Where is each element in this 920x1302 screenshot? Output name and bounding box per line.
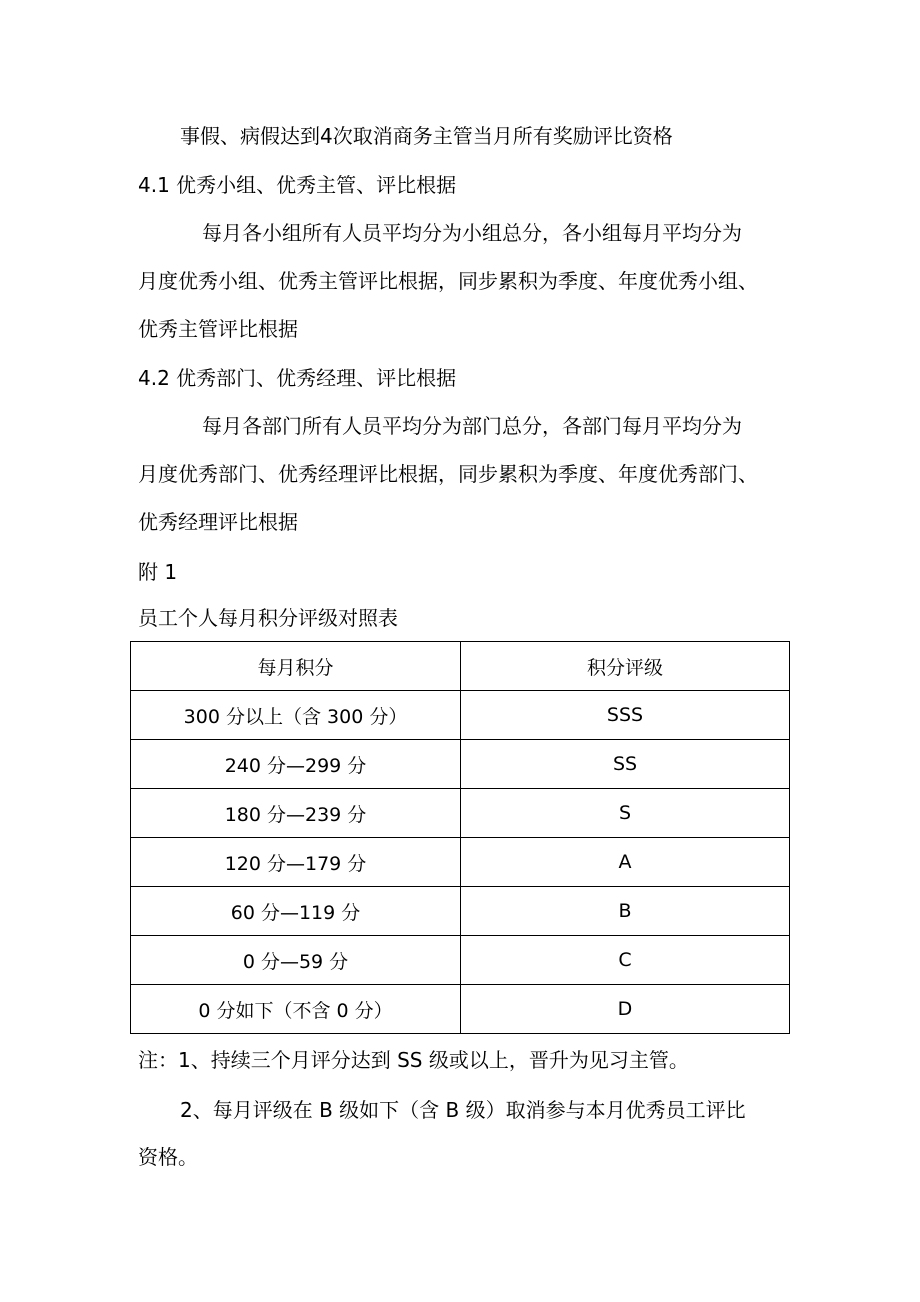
grade-cell: A (461, 838, 790, 887)
score-range-cell: 0 分—59 分 (131, 936, 461, 985)
table-row (131, 838, 790, 887)
header-score-grade: 积分评级 (461, 642, 790, 691)
section-4-2-heading: 4.2 优秀部门、优秀经理、评比根据 (138, 366, 457, 390)
section-4-1-text-line3: 优秀主管评比根据 (138, 317, 298, 341)
grade-cell: B (461, 887, 790, 936)
table-row (131, 985, 790, 1034)
leave-rule-paragraph: 事假、病假达到4次取消商务主管当月所有奖励评比资格 (180, 124, 673, 148)
section-4-2-text-line3: 优秀经理评比根据 (138, 510, 298, 534)
grade-cell: C (461, 936, 790, 985)
section-4-2-text-line1: 每月各部门所有人员平均分为部门总分，各部门每月平均分为 (202, 414, 742, 438)
grade-cell: S (461, 789, 790, 838)
table-row (131, 887, 790, 936)
score-range-cell: 300 分以上（含 300 分） (131, 691, 461, 740)
note-2-line2: 资格。 (138, 1145, 198, 1169)
appendix-label: 附 1 (138, 560, 178, 584)
score-range-cell: 0 分如下（不含 0 分） (131, 985, 461, 1034)
score-range-cell: 120 分—179 分 (131, 838, 461, 887)
score-grade-table (130, 641, 790, 1034)
table-row (131, 936, 790, 985)
note-2-line1: 2、每月评级在 B 级如下（含 B 级）取消参与本月优秀员工评比 (180, 1098, 746, 1122)
header-monthly-score: 每月积分 (131, 642, 461, 691)
section-4-1-text-line2: 月度优秀小组、优秀主管评比根据，同步累积为季度、年度优秀小组、 (138, 269, 758, 293)
section-4-2-text-line2: 月度优秀部门、优秀经理评比根据，同步累积为季度、年度优秀部门、 (138, 462, 758, 486)
table-row (131, 740, 790, 789)
grade-cell: D (461, 985, 790, 1034)
table-row (131, 691, 790, 740)
score-range-cell: 180 分—239 分 (131, 789, 461, 838)
section-4-1-heading: 4.1 优秀小组、优秀主管、评比根据 (138, 173, 457, 197)
table-header-row (131, 642, 790, 691)
score-range-cell: 240 分—299 分 (131, 740, 461, 789)
table-caption: 员工个人每月积分评级对照表 (138, 606, 398, 630)
score-range-cell: 60 分—119 分 (131, 887, 461, 936)
section-4-1-text-line1: 每月各小组所有人员平均分为小组总分，各小组每月平均分为 (202, 221, 742, 245)
grade-cell: SSS (461, 691, 790, 740)
table-row (131, 789, 790, 838)
grade-cell: SS (461, 740, 790, 789)
note-1: 注：1、持续三个月评分达到 SS 级或以上，晋升为见习主管。 (138, 1048, 689, 1072)
